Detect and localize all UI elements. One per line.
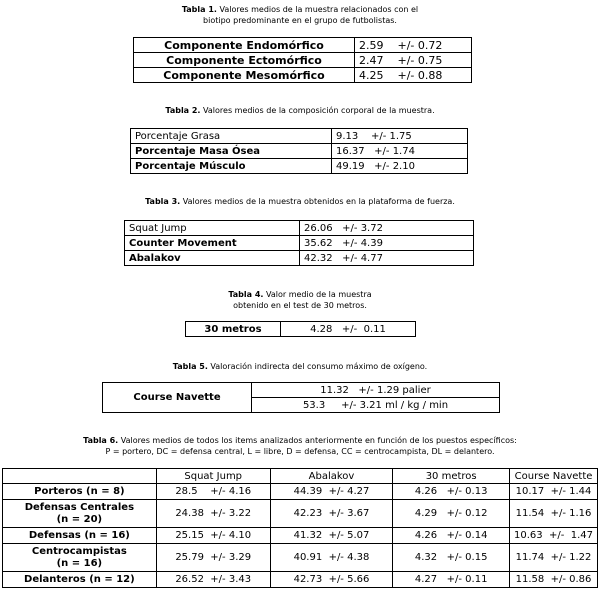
- table-cell-label: Course Navette: [103, 383, 252, 413]
- table-cell-value: 2.47 +/- 0.75: [355, 53, 472, 68]
- table-row: [186, 322, 416, 337]
- table-row: [134, 53, 472, 68]
- table-header-empty: [3, 469, 157, 484]
- table-cell-value: 10.17 +/- 1.44: [510, 484, 598, 500]
- row-label-line1: Centrocampistas: [31, 545, 127, 557]
- table-cell-value: 40.91 +/- 4.38: [270, 544, 393, 572]
- table-cell-value: 44.39 +/- 4.27: [270, 484, 393, 500]
- tabla4-label: Tabla 4.: [228, 290, 264, 299]
- tabla3-caption: [80, 196, 520, 207]
- table-cell-value: 4.26 +/- 0.13: [393, 484, 510, 500]
- tabla6-caption-line1: Valores medios de todos los items analizados anteriormente en función de los puestos específicos:: [120, 436, 517, 445]
- table-cell-value: 4.28 +/- 0.11: [281, 322, 416, 337]
- table-row: [3, 528, 598, 544]
- row-label-line2: (n = 16): [56, 557, 103, 569]
- table-cell-label: [3, 528, 157, 544]
- tabla3: [124, 220, 474, 266]
- table-cell-value: 28.5 +/- 4.16: [156, 484, 270, 500]
- table-cell-value: 41.32 +/- 5.07: [270, 528, 393, 544]
- tabla2: [130, 128, 468, 174]
- tabla6-caption: [20, 435, 580, 457]
- table-row: [134, 38, 472, 53]
- table-header-row: [3, 469, 598, 484]
- table-cell-value: 4.26 +/- 0.14: [393, 528, 510, 544]
- table-header-30-metros: 30 metros: [393, 469, 510, 484]
- table-row: [3, 484, 598, 500]
- table-cell-value: 4.32 +/- 0.15: [393, 544, 510, 572]
- table-row: [103, 383, 500, 398]
- table-cell-value: 49.19 +/- 2.10: [332, 159, 468, 174]
- table-row: [134, 68, 472, 83]
- tabla6-caption-line2: P = portero, DC = defensa central, L = libre, D = defensa, CC = centrocampista, DL = delantero.: [105, 447, 495, 456]
- table-cell-value: 26.06 +/- 3.72: [300, 221, 474, 236]
- tabla1-caption-line2: biotipo predominante en el grupo de futbolistas.: [203, 16, 397, 25]
- row-label-line1: Delanteros (n = 12): [24, 573, 135, 585]
- table-row: [131, 144, 468, 159]
- table-cell-label: Counter Movement: [125, 236, 300, 251]
- tabla3-caption-text: Valores medios de la muestra obtenidos en la plataforma de fuerza.: [182, 197, 455, 206]
- table-cell-label: Porcentaje Masa Ósea: [131, 144, 332, 159]
- table-cell-value: 53.3 +/- 3.21 ml / kg / min: [252, 398, 500, 413]
- tabla4-caption-line1: Valor medio de la muestra: [265, 290, 372, 299]
- table-row: [3, 544, 598, 572]
- tabla1-caption: [150, 4, 450, 26]
- table-cell-label: 30 metros: [186, 322, 281, 337]
- table-header-course-navette: Course Navette: [510, 469, 598, 484]
- table-row: [125, 251, 474, 266]
- table-row: [125, 236, 474, 251]
- table-cell-label: Squat Jump: [125, 221, 300, 236]
- tabla3-label: Tabla 3.: [145, 197, 181, 206]
- table-row: [125, 221, 474, 236]
- table-cell-label: Abalakov: [125, 251, 300, 266]
- table-row: [131, 159, 468, 174]
- table-cell-label: Componente Ectomórfico: [134, 53, 355, 68]
- tabla5-caption: [120, 361, 480, 372]
- table-cell-value: 11.58 +/- 0.86: [510, 572, 598, 588]
- table-cell-value: 35.62 +/- 4.39: [300, 236, 474, 251]
- table-cell-value: 10.63 +/- 1.47: [510, 528, 598, 544]
- table-cell-value: 9.13 +/- 1.75: [332, 129, 468, 144]
- table-cell-value: 42.23 +/- 3.67: [270, 500, 393, 528]
- table-cell-label: [3, 544, 157, 572]
- table-cell-value: 25.79 +/- 3.29: [156, 544, 270, 572]
- row-label-line1: Defensas (n = 16): [28, 529, 130, 541]
- tabla6-label: Tabla 6.: [83, 436, 119, 445]
- row-label-line1: Porteros (n = 8): [34, 485, 125, 497]
- table-cell-label: Porcentaje Grasa: [131, 129, 332, 144]
- table-cell-value: 4.25 +/- 0.88: [355, 68, 472, 83]
- table-cell-label: Porcentaje Músculo: [131, 159, 332, 174]
- table-cell-value: 26.52 +/- 3.43: [156, 572, 270, 588]
- table-cell-value: 11.74 +/- 1.22: [510, 544, 598, 572]
- tabla5-label: Tabla 5.: [172, 362, 208, 371]
- row-label-line2: (n = 20): [56, 513, 103, 525]
- tabla2-caption: [100, 105, 500, 116]
- table-cell-value: 4.29 +/- 0.12: [393, 500, 510, 528]
- table-cell-label: [3, 484, 157, 500]
- table-cell-value: 25.15 +/- 4.10: [156, 528, 270, 544]
- table-row: [3, 572, 598, 588]
- tabla4-caption-line2: obtenido en el test de 30 metros.: [233, 301, 367, 310]
- table-cell-label: Componente Endomórfico: [134, 38, 355, 53]
- tabla4-caption: [160, 289, 440, 311]
- tabla1-caption-line1: Valores medios de la muestra relacionados con el: [219, 5, 419, 14]
- tabla5: [102, 382, 500, 413]
- table-cell-value: 16.37 +/- 1.74: [332, 144, 468, 159]
- tabla6: [2, 468, 598, 588]
- table-cell-value: 42.73 +/- 5.66: [270, 572, 393, 588]
- table-cell-value: 4.27 +/- 0.11: [393, 572, 510, 588]
- tabla4: [185, 321, 416, 337]
- table-cell-value: 11.32 +/- 1.29 palier: [252, 383, 500, 398]
- tabla2-caption-text: Valores medios de la composición corporal de la muestra.: [203, 106, 435, 115]
- table-header-abalakov: Abalakov: [270, 469, 393, 484]
- table-header-squat-jump: Squat Jump: [156, 469, 270, 484]
- row-label-line1: Defensas Centrales: [24, 501, 135, 513]
- tabla5-caption-text: Valoración indirecta del consumo máximo de oxígeno.: [210, 362, 428, 371]
- table-cell-value: 24.38 +/- 3.22: [156, 500, 270, 528]
- table-row: [131, 129, 468, 144]
- tabla1: [133, 37, 472, 83]
- table-cell-label: Componente Mesomórfico: [134, 68, 355, 83]
- table-cell-value: 11.54 +/- 1.16: [510, 500, 598, 528]
- table-cell-value: 2.59 +/- 0.72: [355, 38, 472, 53]
- tabla2-label: Tabla 2.: [165, 106, 201, 115]
- table-row: [3, 500, 598, 528]
- table-cell-label: [3, 572, 157, 588]
- tabla1-label: Tabla 1.: [181, 5, 217, 14]
- table-cell-label: [3, 500, 157, 528]
- table-cell-value: 42.32 +/- 4.77: [300, 251, 474, 266]
